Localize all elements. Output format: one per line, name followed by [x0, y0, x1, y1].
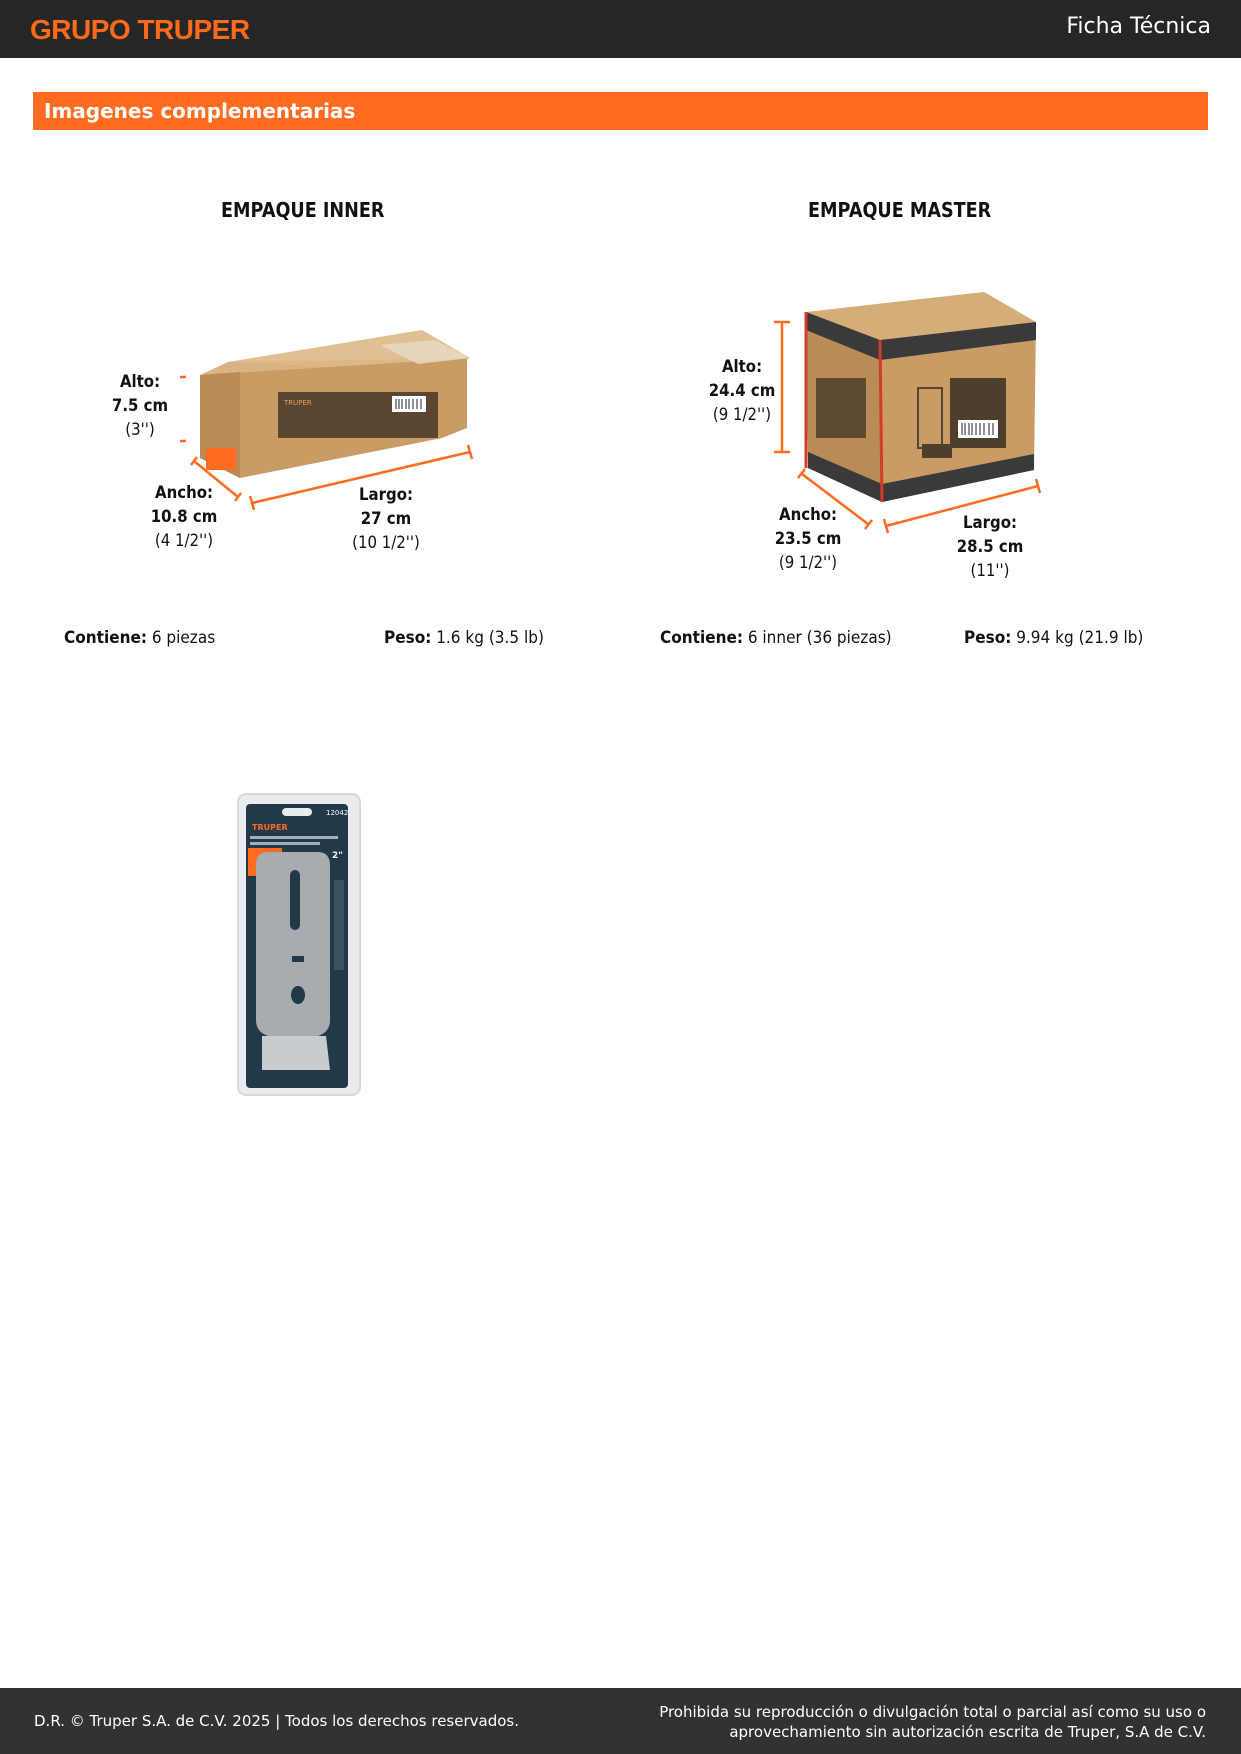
svg-text:TRUPER: TRUPER: [284, 399, 312, 407]
inner-largo-dimension: Largo: 27 cm (10 1/2''): [352, 485, 420, 553]
brand-logo: GRUPO TRUPER: [30, 14, 250, 45]
svg-text:12042: 12042: [326, 809, 349, 817]
page-header: [0, 0, 1241, 58]
inner-ancho-dimension: Ancho: 10.8 cm (4 1/2''): [150, 483, 218, 551]
inner-weight: Peso: 1.6 kg (3.5 lb): [384, 628, 544, 648]
master-largo-dimension: Largo: 28.5 cm (11''): [956, 513, 1024, 581]
master-alto-dimension: Alto: 24.4 cm (9 1/2''): [708, 357, 776, 425]
copyright-notice: D.R. © Truper S.A. de C.V. 2025 | Todos los derechos reservados.: [34, 1712, 519, 1730]
master-package-title: EMPAQUE MASTER: [808, 198, 992, 222]
svg-text:2": 2": [332, 851, 343, 861]
legal-notice: Prohibida su reproducción o divulgación total o parcial así como su uso o aprovechamiento sin autorización escrita de Truper, S.A de C.V.: [659, 1703, 1206, 1741]
master-contents: Contiene: 6 inner (36 piezas): [660, 628, 892, 648]
inner-contents: Contiene: 6 piezas: [64, 628, 216, 648]
document-type: Ficha Técnica: [1066, 14, 1211, 39]
product-package-image: [236, 792, 362, 1097]
section-header: [33, 92, 1208, 130]
inner-alto-dimension: Alto: 7.5 cm (3''): [111, 372, 169, 440]
svg-text:TRUPER: TRUPER: [252, 823, 288, 832]
section-title: Imagenes complementarias: [44, 99, 356, 123]
master-box-illustration: [770, 280, 1050, 540]
master-ancho-dimension: Ancho: 23.5 cm (9 1/2''): [774, 505, 842, 573]
inner-package-title: EMPAQUE INNER: [221, 198, 385, 222]
master-weight: Peso: 9.94 kg (21.9 lb): [964, 628, 1144, 648]
page-footer: [0, 1688, 1241, 1754]
